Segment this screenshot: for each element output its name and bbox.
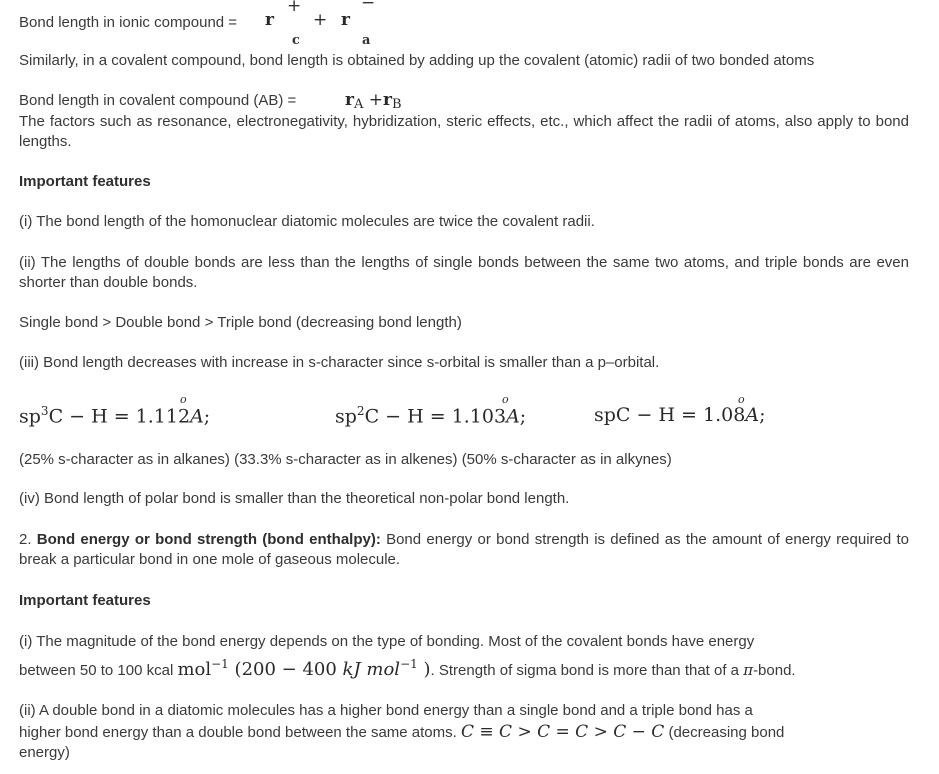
energy-ii-line2b: (decreasing bond [664, 724, 785, 741]
section-2-paragraph [19, 530, 909, 570]
mol-text: mol [177, 659, 212, 680]
sp3-rest: C − H = 1.112 [48, 405, 191, 428]
subscript-c: c [292, 33, 300, 48]
subscript-a: a [362, 33, 371, 48]
energy-i-line2c: -bond. [753, 662, 796, 679]
sp3-end: ; [203, 405, 211, 428]
sp3-formula [19, 404, 210, 427]
sp2-rest: C − H = 1.103 [364, 405, 507, 428]
important-features-heading-1: Important features [19, 173, 151, 190]
mol-exp: −1 [211, 657, 229, 671]
feature-i: (i) The bond length of the homonuclear diatomic molecules are twice the covalent radii. [19, 213, 595, 230]
covalent-label: Bond length in covalent compound (AB) = [19, 92, 297, 109]
sub-b: B [391, 97, 402, 112]
energy-ii-line2 [19, 722, 909, 743]
plus-operator: + [313, 10, 328, 30]
sp2-formula [335, 404, 526, 427]
kj-exp: −1 [400, 657, 418, 671]
sp2-ring: o [502, 393, 509, 406]
sub-a: A [353, 97, 364, 112]
sp2-end: ; [519, 405, 527, 428]
feature-iii: (iii) Bond length decreases with increase in s-character since s-orbital is smaller than a p–orbital. [19, 354, 660, 371]
plus-superscript: + [287, 0, 302, 16]
section-2-number: 2. [19, 531, 37, 548]
kj-close: ) [417, 659, 431, 680]
energy-i-line1: (i) The magnitude of the bond energy depends on the type of bonding. Most of the covalent bonds have energy [19, 633, 755, 650]
sp-formula [594, 404, 765, 426]
r-cation: r [265, 10, 274, 30]
sp-end: ; [759, 404, 766, 426]
r-a: r [345, 90, 354, 110]
pi-symbol: π [743, 661, 754, 679]
sp2-sup: 2 [356, 404, 365, 418]
sp3-prefix: sp [19, 405, 41, 428]
covalent-intro: Similarly, in a covalent compound, bond length is obtained by adding up the covalent (atomic) radii of two bonded atoms [19, 52, 815, 69]
kj-paren: (200 − 400 [228, 659, 343, 680]
bond-order-text: Single bond > Double bond > Triple bond (decreasing bond length) [19, 314, 462, 331]
energy-i-line2a: between 50 to 100 kcal [19, 662, 178, 679]
minus-superscript: − [361, 0, 376, 13]
important-features-heading-2: Important features [19, 592, 151, 609]
sp3-ring: o [180, 393, 187, 406]
r-b: r [383, 90, 392, 110]
sp2-unit: A [506, 405, 520, 428]
sp-ring: o [738, 393, 745, 406]
section-2-text: Bond energy or bond strength is defined as the amount of energy required to break a particular bond in one mole of gaseous molecule. [19, 531, 909, 568]
energy-i-line2 [19, 654, 909, 681]
covalent-plus: + [368, 90, 384, 110]
s-character-text: (25% s-character as in alkanes) (33.3% s-character as in alkenes) (50% s-character as in alkynes) [19, 451, 672, 468]
sp3-unit: A [190, 405, 204, 428]
covalent-expression [345, 90, 402, 110]
sp-prefix: spC − H = 1.08 [594, 404, 746, 426]
sp-unit: A [745, 404, 760, 426]
energy-i-line2b: . Strength of sigma bond is more than that of a [430, 662, 744, 679]
energy-ii-line1: (ii) A double bond in a diatomic molecules has a higher bond energy than a single bond and a triple bond has a [19, 702, 753, 719]
section-2-title: Bond energy or bond strength (bond enthalpy): [36, 531, 381, 548]
energy-ii-line2a: higher bond energy than a double bond between the same atoms. [19, 724, 461, 741]
bond-energy-expression: C ≡ C > C = C > C − C [460, 722, 665, 742]
ionic-label: Bond length in ionic compound = [19, 14, 238, 31]
sp2-prefix: sp [335, 405, 357, 428]
kj-mol: kJ mol [342, 659, 401, 680]
sp3-sup: 3 [40, 404, 49, 418]
feature-iv: (iv) Bond length of polar bond is smaller than the theoretical non-polar bond length. [19, 490, 570, 507]
energy-ii-line3: energy) [19, 744, 70, 761]
r-anion: r [341, 10, 350, 30]
mol-unit [177, 659, 430, 680]
feature-ii: (ii) The lengths of double bonds are less than the lengths of single bonds between the same two atoms, and triple bonds are even shorter than double bonds. [19, 254, 909, 291]
factors-text: The factors such as resonance, electronegativity, hybridization, steric effects, etc., which affect the radii of atoms, also apply to bond lengths. [19, 113, 909, 150]
